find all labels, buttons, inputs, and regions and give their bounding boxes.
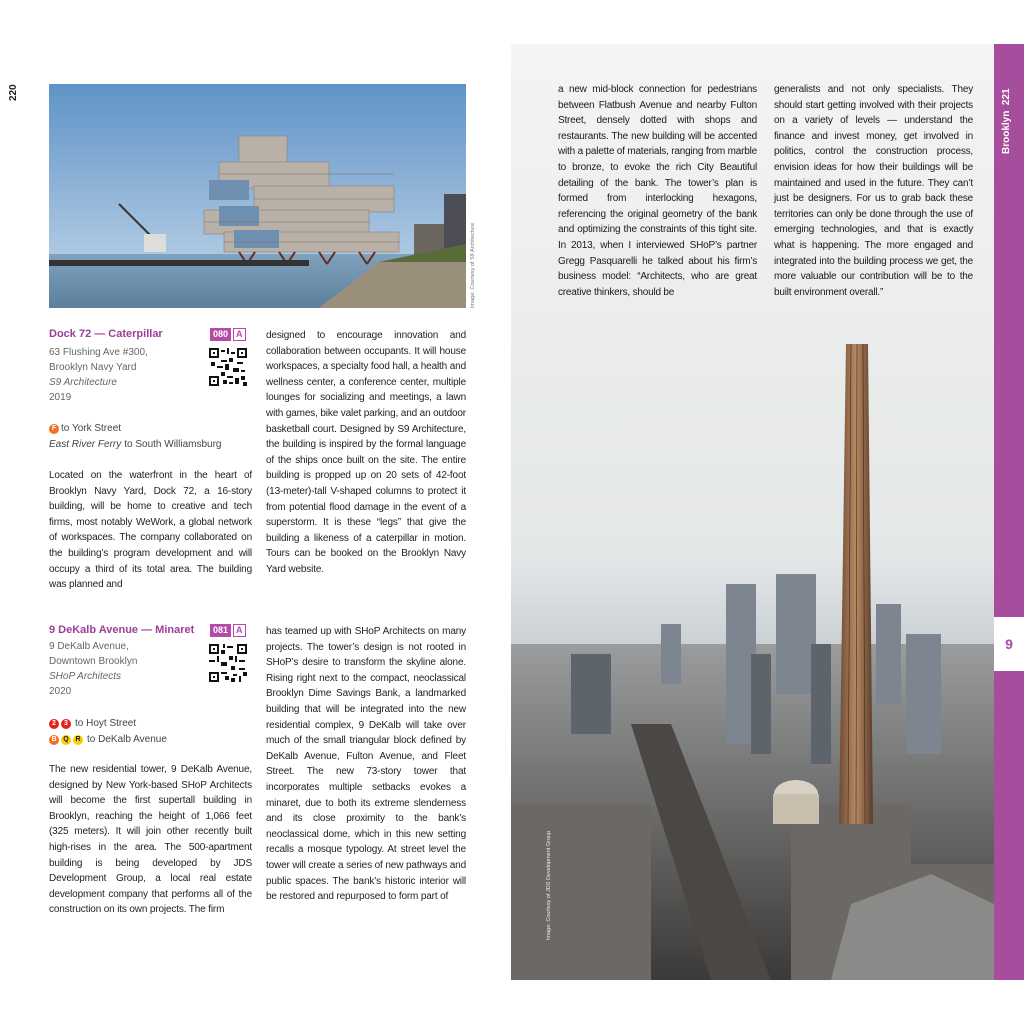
entry-meta-dock72 — [49, 345, 148, 405]
entry-address-1: 9 DeKalb Avenue, — [49, 641, 129, 652]
section-running-head — [1001, 84, 1012, 154]
entry-architect: S9 Architecture — [49, 377, 117, 388]
dekalb-text-col1: The new residential tower, 9 DeKalb Avenue, designed by New York-based SHoP Architects will become the first supertall building in Brooklyn, reaching the height of 1,066 feet (325 meters). It will join other recently built high-rises in the area. The 500-apartment building is being developed by JDS Development Group, a local real estate development company that performs all of the construction on its own projects. The firm — [49, 764, 252, 916]
transit-line-2 — [49, 437, 222, 452]
subway-3-icon: 3 — [61, 719, 71, 729]
entry-code-letter: A — [233, 624, 246, 637]
entry-meta-9dekalb — [49, 639, 137, 699]
entry-year: 2019 — [49, 392, 72, 403]
right-text-col1: a new mid-block connection for pedestrians between Flatbush Avenue and nearby Fulton Street, densely dotted with shops and restaurants. The new building will be accented with a palette of materials, ranging from marble to bronze, to evoke the rich City Beautiful detailing of the bank. The tower’s plan is formed from interlocking hexagons, referencing the original geometry of the bank and optimizing the constraints of this tight site. In 2013, when I interviewed SHoP’s partner Gregg Pasquarelli he talked about his firm’s business model: “Architects, who are great creative thinkers, should be — [558, 84, 757, 298]
transit-text: to York Street — [61, 423, 122, 434]
entry-title-dock72: Dock 72 — Caterpillar — [49, 328, 163, 340]
entry-code-badge — [210, 328, 246, 341]
qr-code-icon[interactable] — [209, 348, 247, 386]
subway-2-icon: 2 — [49, 719, 59, 729]
right-text-col2: generalists and not only specialists. They should start getting involved with their projects on a variety of levels — understand the finance and invest money, get involved in politics, control the construction process, envision ideas for how their buildings will be maintained and used in the future. They can’t just be designers. For us to grab back these territories can only be done through the use of emerging technologies, and that is exactly what is happening. The more engaged and integrated into the building process we get, the more valuable our contribution will be to the built environment overall.” — [774, 84, 973, 298]
entry-code-letter: A — [233, 328, 246, 341]
entry-address-1: 63 Flushing Ave #300, — [49, 347, 148, 358]
entry-title-9dekalb: 9 DeKalb Avenue — Minaret — [49, 624, 195, 636]
entry-architect: SHoP Architects — [49, 671, 122, 682]
transit-text: to Hoyt Street — [75, 718, 137, 729]
transit-line-1 — [49, 421, 121, 436]
chapter-tab: 9 — [994, 617, 1024, 671]
entry-address-2: Brooklyn Navy Yard — [49, 362, 137, 373]
subway-f-icon: F — [49, 424, 59, 434]
dekalb-text-col2: has teamed up with SHoP Architects on many projects. The tower’s design is not rooted in SHoP’s desire to transform the skyline alone. Rising right next to the compact, neoclassical Brooklyn Dime Savings Bank, a landmarked building that will be integrated into the new residential complex, 9 DeKalb will take over much of the small triangular block defined by DeKalb Avenue, Fulton Avenue, and Fleet Street. The new 73-story tower that incorporates multiple setbacks evokes a minaret, due to both its extreme slenderness and its close proximity to the bank’s neoclassical dome, which in this new setting recalls a mosque typology. At street level the tower will create a series of new pathways and public spaces. The bank’s historic interior will be restored and repurposed to form part of — [266, 626, 466, 903]
page-number-right: 221 — [1001, 88, 1012, 106]
transit-text: to South Williamsburg — [124, 439, 222, 450]
image-credit-dock72: Image: Courtesy of S9 Architecture — [470, 222, 476, 308]
dock72-photo — [49, 84, 466, 308]
transit-text: to DeKalb Avenue — [87, 734, 167, 745]
transit-line-1 — [49, 716, 136, 731]
dock72-text-col2: designed to encourage innovation and collaboration between occupants. It will house workspaces, a specialty food hall, a health and wellness center, a conference center, multiple lounges for socializing and meetings, a lawn with games, bike valet parking, and an outdoor basketball court. Designed by S9 Architecture, the building is inspired by the formal language of the ships once built on the site. The entire building is propped up on 20 sets of 42-foot (13-meter)-tall V-shaped columns to protect it from potential flood damage in the event of a superstorm. It is these “legs” that give the building a likeness of a caterpillar in motion. Tours can be booked on the Brooklyn Navy Yard website. — [266, 330, 466, 575]
subway-b-icon: B — [49, 735, 59, 745]
ferry-label: East River Ferry — [49, 439, 122, 450]
section-label: Brooklyn — [1001, 110, 1012, 154]
dock72-text-col1: Located on the waterfront in the heart of Brooklyn Navy Yard, Dock 72, a 16-story building, will be home to creative and tech firms, most notably WeWork, a global network of workspaces. The company collaborated on the building’s program development and will occupy a third of its total area. The building was planned and — [49, 470, 252, 591]
entry-code-badge — [210, 624, 246, 637]
entry-code: 080 — [210, 328, 231, 341]
qr-code-icon[interactable] — [209, 644, 247, 682]
subway-r-icon: R — [73, 735, 83, 745]
subway-q-icon: Q — [61, 735, 71, 745]
entry-year: 2020 — [49, 686, 72, 697]
transit-line-2 — [49, 732, 167, 747]
entry-address-2: Downtown Brooklyn — [49, 656, 138, 667]
chapter-sidebar — [994, 44, 1024, 980]
image-credit-9dekalb: Image: Courtesy of JDS Development Group — [546, 830, 552, 940]
page-number-left: 220 — [8, 84, 19, 102]
entry-code: 081 — [210, 624, 231, 637]
